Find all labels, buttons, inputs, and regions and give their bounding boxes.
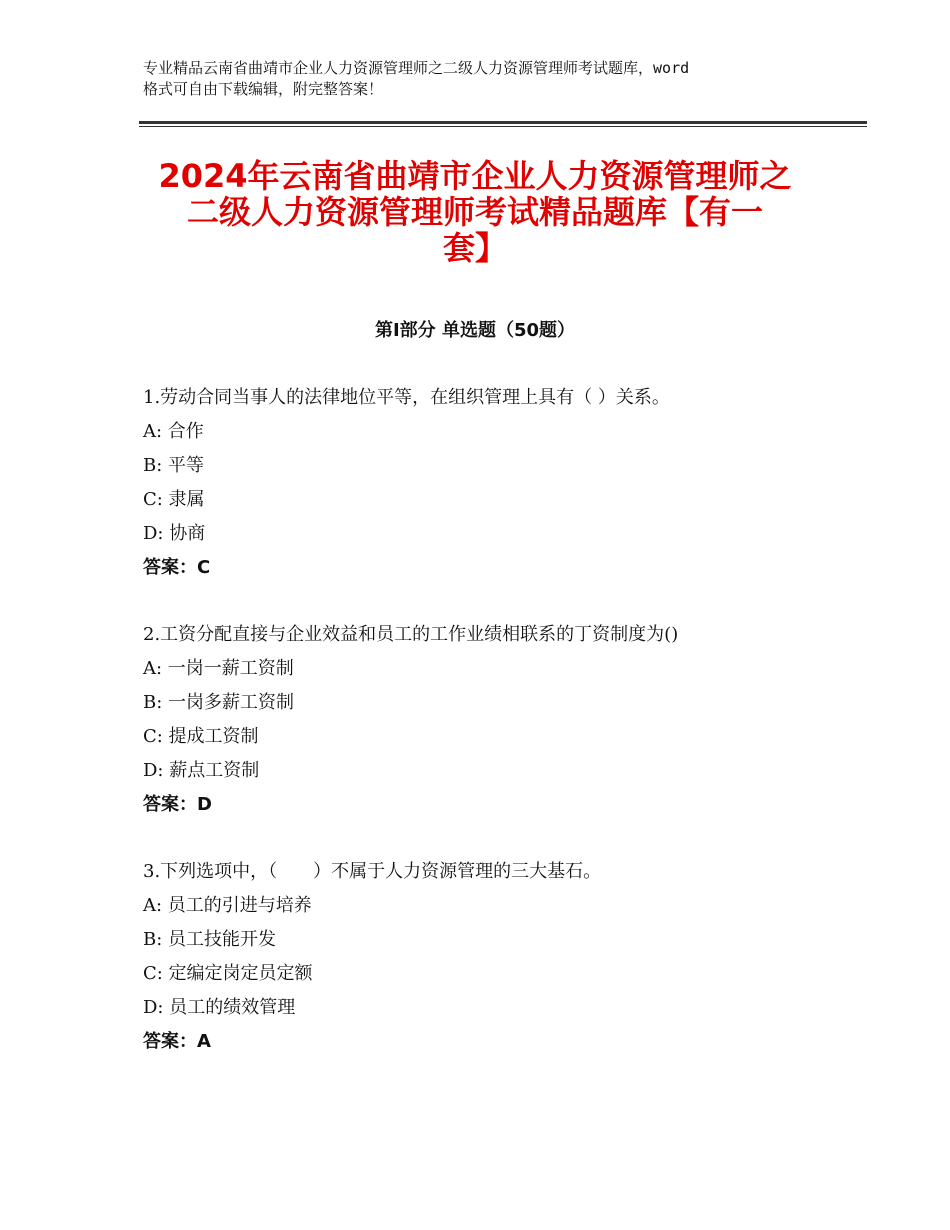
question-spacer xyxy=(143,824,843,857)
question-stem: 2.工资分配直接与企业效益和员工的工作业绩相联系的丁资制度为() xyxy=(143,624,679,645)
title-line: 2024年云南省曲靖市企业人力资源管理师之 xyxy=(158,157,792,195)
question-stem: 1.劳动合同当事人的法律地位平等，在组织管理上具有（ ）关系。 xyxy=(143,387,670,408)
option-b: B: 一岗多薪工资制 xyxy=(143,692,295,713)
header-divider xyxy=(139,121,867,124)
option-b: B: 平等 xyxy=(143,455,205,476)
option-a: A: 员工的引进与培养 xyxy=(143,895,312,916)
title-line: 二级人力资源管理师考试精品题库【有一 xyxy=(186,193,763,231)
question-item xyxy=(143,857,843,1061)
question-list xyxy=(143,383,843,1061)
option-d: D: 员工的绩效管理 xyxy=(143,997,296,1018)
answer-line: 答案：A xyxy=(143,1031,211,1052)
title-line: 套】 xyxy=(442,229,507,267)
option-a: A: 合作 xyxy=(143,421,204,442)
option-c: C: 隶属 xyxy=(143,489,205,510)
header-note xyxy=(143,58,833,100)
option-c: C: 定编定岗定员定额 xyxy=(143,963,313,984)
question-item xyxy=(143,383,843,587)
option-d: D: 薪点工资制 xyxy=(143,760,260,781)
document-title xyxy=(120,158,830,266)
option-d: D: 协商 xyxy=(143,523,206,544)
header-divider-thin xyxy=(139,126,867,127)
header-note-line: 格式可自由下载编辑，附完整答案！ xyxy=(143,80,384,98)
answer-line: 答案：D xyxy=(143,794,212,815)
header-note-line: 专业精品云南省曲靖市企业人力资源管理师之二级人力资源管理师考试题库，word xyxy=(143,59,690,77)
option-c: C: 提成工资制 xyxy=(143,726,259,747)
question-spacer xyxy=(143,587,843,620)
answer-line: 答案：C xyxy=(143,557,211,578)
section-heading: 第Ⅰ部分 单选题（50题） xyxy=(374,320,575,341)
question-item xyxy=(143,620,843,824)
option-a: A: 一岗一薪工资制 xyxy=(143,658,294,679)
question-stem: 3.下列选项中，（ ）不属于人力资源管理的三大基石。 xyxy=(143,861,602,882)
option-b: B: 员工技能开发 xyxy=(143,929,277,950)
